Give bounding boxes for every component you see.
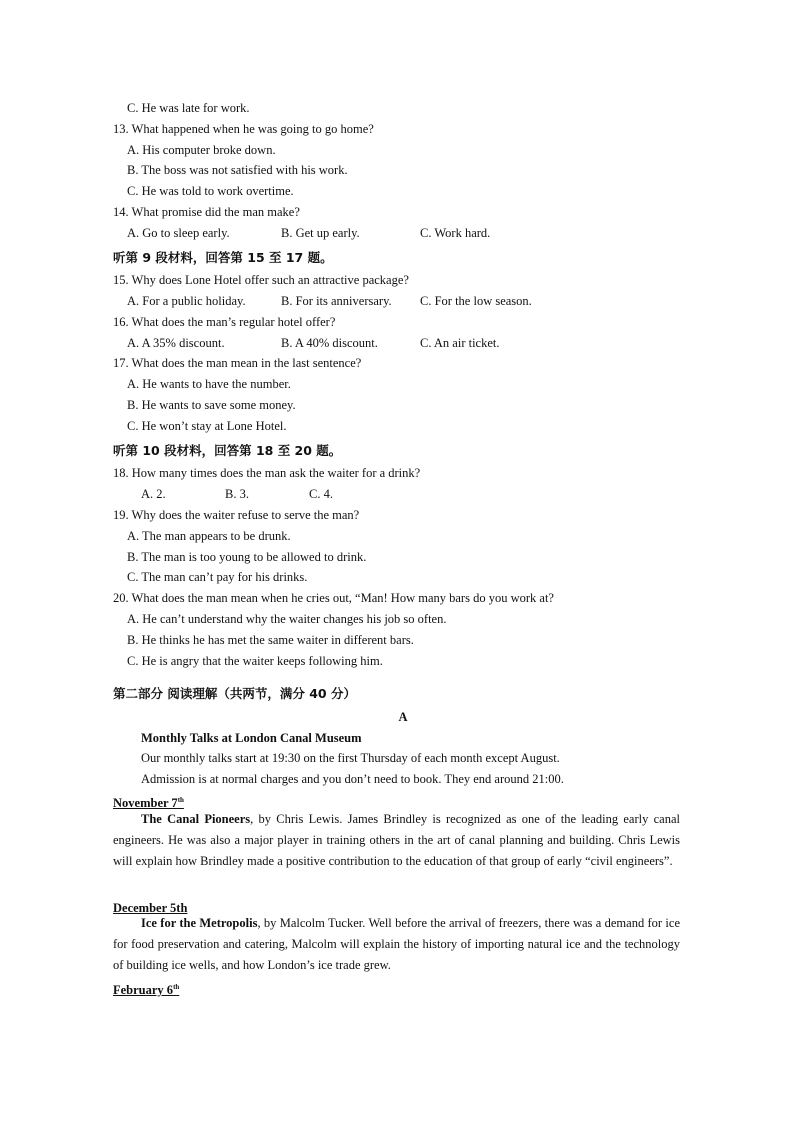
q17-option-c: C. He won’t stay at Lone Hotel. [127, 419, 287, 433]
q14-stem: 14. What promise did the man make? [113, 205, 300, 219]
talk-date-november: November 7th [113, 796, 184, 811]
q14-option-b: B. Get up early. [281, 226, 360, 240]
q15-stem: 15. Why does Lone Hotel offer such an attractive package? [113, 273, 409, 287]
talk-date-february: February 6th [113, 983, 180, 998]
q12-option-c: C. He was late for work. [127, 101, 250, 115]
q19-option-a: A. The man appears to be drunk. [127, 529, 291, 543]
intro-line-2: Admission is at normal charges and you don’t need to book. They end around 21:00. [141, 772, 564, 786]
passage-letter: A [398, 710, 408, 724]
q18-option-b: B. 3. [225, 487, 249, 501]
q14-option-a: A. Go to sleep early. [127, 226, 230, 240]
section-10-heading: 听第 10 段材料，回答第 18 至 20 题。 [113, 443, 342, 458]
q15-option-a: A. For a public holiday. [127, 294, 246, 308]
q18-stem: 18. How many times does the man ask the waiter for a drink? [113, 466, 421, 480]
q17-option-b: B. He wants to save some money. [127, 398, 296, 412]
q16-option-a: A. A 35% discount. [127, 336, 225, 350]
q15-option-c: C. For the low season. [420, 294, 532, 308]
talk-date-december: December 5th [113, 901, 188, 916]
q13-option-a: A. His computer broke down. [127, 143, 276, 157]
q19-stem: 19. Why does the waiter refuse to serve the man? [113, 508, 360, 522]
q20-option-a: A. He can’t understand why the waiter changes his job so often. [127, 612, 447, 626]
q20-stem: 20. What does the man mean when he cries out, “Man! How many bars do you work at? [113, 591, 554, 605]
q13-option-c: C. He was told to work overtime. [127, 184, 294, 198]
q13-option-b: B. The boss was not satisfied with his work. [127, 163, 348, 177]
q20-option-b: B. He thinks he has met the same waiter in different bars. [127, 633, 414, 647]
talk-paragraph-ice-metropolis: Ice for the Metropolis, by Malcolm Tucker. Well before the arrival of freezers, there was a demand for ice for food preservation and catering, Malcolm will explain the history of importing natural ice and the technology of building ice wells, and how London’s ice trade grew. [113, 916, 680, 972]
talk-paragraph-canal-pioneers: The Canal Pioneers, by Chris Lewis. James Brindley is recognized as one of the leading early canal engineers. He was also a major player in training others in the art of canal planning and building. Chris Lewis will explain how Brindley made a positive contribution to the education of that group of early “civil engineers”. [113, 812, 680, 868]
q15-option-b: B. For its anniversary. [281, 294, 392, 308]
q17-option-a: A. He wants to have the number. [127, 377, 291, 391]
q19-option-b: B. The man is too young to be allowed to drink. [127, 550, 367, 564]
passage-title: Monthly Talks at London Canal Museum [141, 731, 362, 745]
intro-line-1: Our monthly talks start at 19:30 on the first Thursday of each month except August. [141, 751, 560, 765]
q19-option-c: C. The man can’t pay for his drinks. [127, 570, 308, 584]
talk-name: Ice for the Metropolis [141, 916, 258, 930]
section-9-heading: 听第 9 段材料，回答第 15 至 17 题。 [113, 250, 333, 265]
q17-stem: 17. What does the man mean in the last sentence? [113, 356, 362, 370]
talk-name: The Canal Pioneers [141, 812, 251, 826]
q16-option-b: B. A 40% discount. [281, 336, 378, 350]
q20-option-c: C. He is angry that the waiter keeps following him. [127, 654, 383, 668]
q16-stem: 16. What does the man’s regular hotel offer? [113, 315, 336, 329]
q13-stem: 13. What happened when he was going to go home? [113, 122, 374, 136]
q18-option-c: C. 4. [309, 487, 333, 501]
q14-option-c: C. Work hard. [420, 226, 491, 240]
q18-option-a: A. 2. [141, 487, 166, 501]
q16-option-c: C. An air ticket. [420, 336, 500, 350]
part-two-heading: 第二部分 阅读理解（共两节，满分 40 分） [113, 686, 356, 701]
